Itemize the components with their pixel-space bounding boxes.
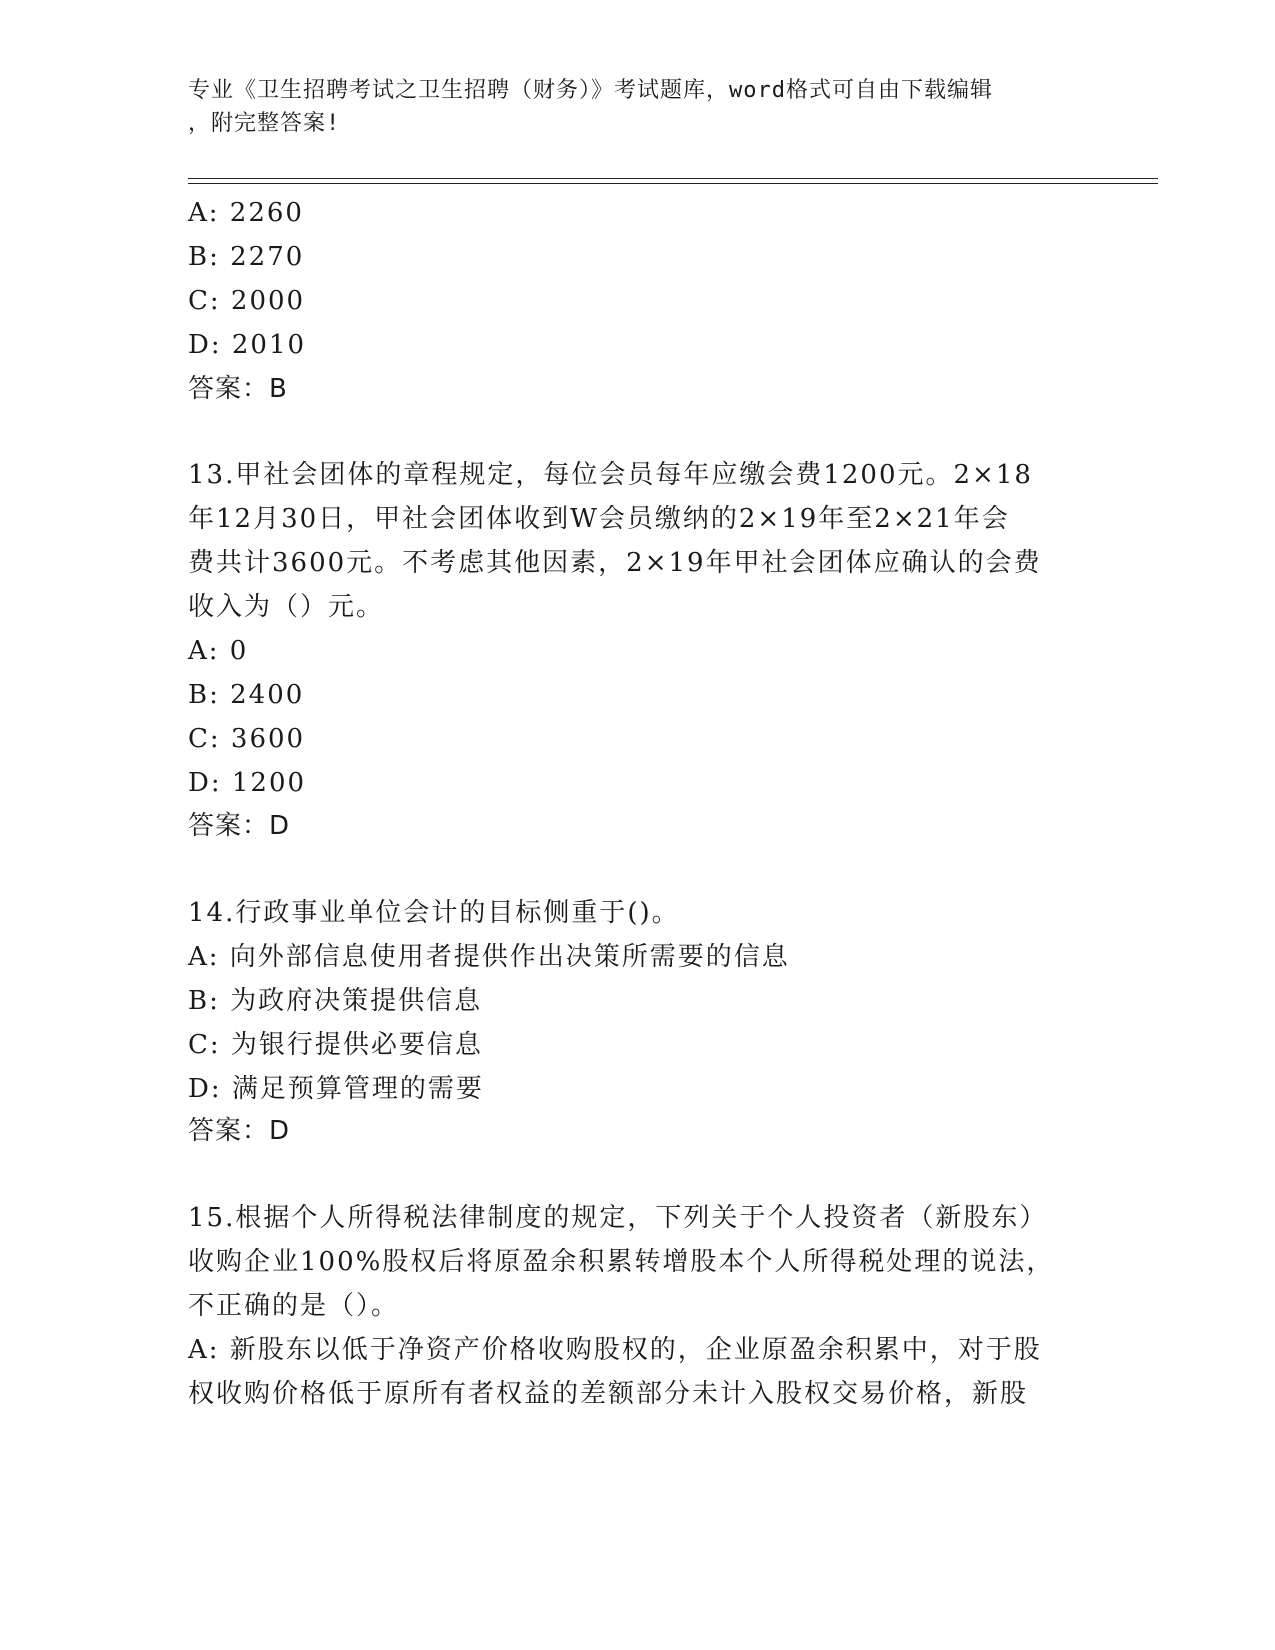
q12-option-c: C: 2000 — [188, 286, 306, 316]
document-header — [188, 74, 1088, 140]
q12-option-a: A: 2260 — [188, 198, 304, 228]
q15-stem-line-3: 不正确的是（）。 — [188, 1291, 400, 1321]
q13-option-c: C: 3600 — [188, 724, 306, 754]
q14-option-b: B: 为政府决策提供信息 — [188, 986, 483, 1016]
q14-stem-line-1: 14.行政事业单位会计的目标侧重于()。 — [188, 898, 680, 928]
q15-option-a-line-1: A: 新股东以低于净资产价格收购股权的，企业原盈余积累中，对于股 — [188, 1335, 1042, 1365]
q13-stem-line-1: 13.甲社会团体的章程规定，每位会员每年应缴会费1200元。2×18 — [188, 460, 1033, 490]
q15-stem-line-1: 15.根据个人所得税法律制度的规定，下列关于个人投资者（新股东） — [188, 1203, 1048, 1233]
q12-answer: 答案：B — [188, 374, 288, 404]
header-line-1: 专业《卫生招聘考试之卫生招聘（财务）》考试题库，word格式可自由下载编辑 — [188, 78, 993, 103]
q14-option-d: D: 满足预算管理的需要 — [188, 1074, 484, 1104]
q15-stem-line-2: 收购企业100%股权后将原盈余积累转增股本个人所得税处理的说法， — [188, 1247, 1055, 1277]
q13-stem-line-3: 费共计3600元。不考虑其他因素，2×19年甲社会团体应确认的会费 — [188, 548, 1042, 578]
q13-answer: 答案：D — [188, 811, 291, 841]
header-divider-bottom — [188, 183, 1158, 184]
q15-option-a-line-2: 权收购价格低于原所有者权益的差额部分未计入股权交易价格，新股 — [188, 1379, 1029, 1409]
q14-option-c: C: 为银行提供必要信息 — [188, 1030, 483, 1060]
q13-stem-line-4: 收入为（）元。 — [188, 592, 385, 622]
header-divider-top — [188, 178, 1158, 179]
q12-option-b: B: 2270 — [188, 242, 305, 272]
q12-option-d: D: 2010 — [188, 330, 307, 360]
q14-option-a: A: 向外部信息使用者提供作出决策所需要的信息 — [188, 942, 790, 972]
q13-option-b: B: 2400 — [188, 680, 305, 710]
q13-option-d: D: 1200 — [188, 768, 307, 798]
q13-option-a: A: 0 — [188, 636, 249, 666]
q14-answer: 答案：D — [188, 1116, 291, 1146]
header-line-2: ，附完整答案! — [188, 111, 341, 136]
q13-stem-line-2: 年12月30日，甲社会团体收到W会员缴纳的2×19年至2×21年会 — [188, 504, 1010, 534]
